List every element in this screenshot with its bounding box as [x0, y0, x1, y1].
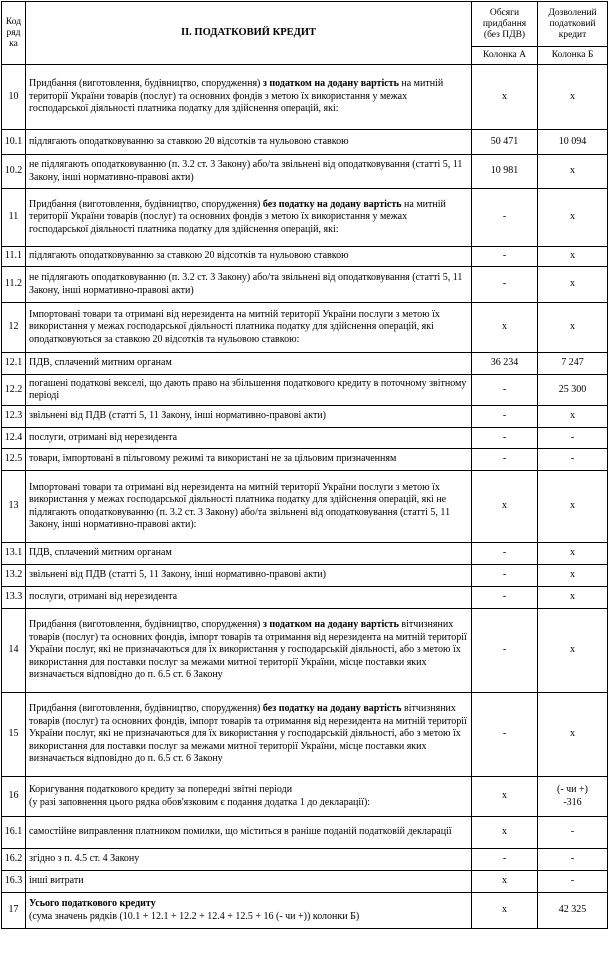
row-text: не підлягають оподатковуванню (п. 3.2 ст. 3 Закону) або/та звільнені від оподатковування (статті 5, 11 Закону, інші нормативно-правові акти) — [29, 272, 463, 296]
row-description — [26, 609, 472, 693]
row-description — [26, 693, 472, 777]
row-subtext: (у разі заповнення цього рядка обов'язковим є подання додатка 1 до декларації): — [29, 796, 371, 808]
row-col-a: - — [472, 375, 538, 406]
row-text: Імпортовані товари та отримані від нерезидента на митній території України послуги з метою їх використання у межах господарської діяльності платника податку для здійснення операцій, які оподатковуються за ставкою 20 відсотків та нульовою ставкою: — [29, 308, 440, 345]
row-col-a: - — [472, 267, 538, 303]
row-text-bold: з податком на додану вартість — [262, 78, 399, 90]
table-row — [2, 65, 608, 130]
row-description — [26, 817, 472, 849]
row-col-a: x — [472, 777, 538, 817]
row-description — [26, 893, 472, 929]
table-row — [2, 353, 608, 375]
row-code: 13.1 — [2, 543, 26, 565]
table-row — [2, 267, 608, 303]
row-col-b: 7 247 — [538, 353, 608, 375]
row-col-b: x — [538, 155, 608, 189]
header-row — [2, 2, 608, 47]
row-text: згідно з п. 4.5 ст. 4 Закону — [29, 853, 140, 865]
row-col-a: x — [472, 471, 538, 543]
table-row — [2, 693, 608, 777]
table-row — [2, 130, 608, 155]
table-row — [2, 817, 608, 849]
table-row — [2, 303, 608, 353]
row-col-b: x — [538, 303, 608, 353]
row-col-a: x — [472, 893, 538, 929]
header-col-b-sub: Колонка Б — [538, 47, 608, 65]
row-text: Придбання (виготовлення, будівництво, спорудження) — [29, 619, 263, 631]
table-row — [2, 406, 608, 428]
row-text-end: вітчизняних товарів (послуг) та основних фондів, імпорт товарів та отримання від нерезидента на митній території України послуг, які не призначаються для їх використання у господарській діяльності, або з метою їх використання для поставки послуг за межами митної території України, місце поставки яких визначається відповідно до п. 6.5 ст. 6 Закону — [29, 619, 467, 681]
row-text: Придбання (виготовлення, будівництво, спорудження) — [29, 78, 263, 90]
row-col-a: - — [472, 565, 538, 587]
table-row — [2, 565, 608, 587]
row-col-b: - — [538, 449, 608, 471]
row-text-end: на митній території України товарів (послуг) та основних фондів з метою їх використання у межах господарської діяльності платника податку для здійснення операцій, які: — [29, 198, 446, 235]
row-col-a: - — [472, 609, 538, 693]
row-text: ПДВ, сплачений митним органам — [29, 547, 172, 559]
table-row — [2, 449, 608, 471]
row-code: 13.2 — [2, 565, 26, 587]
row-description — [26, 247, 472, 267]
row-col-b-value: -316 — [563, 796, 582, 808]
row-code: 12.4 — [2, 428, 26, 449]
table-row — [2, 375, 608, 406]
row-text-bold: Усього податкового кредиту — [29, 898, 156, 909]
row-col-b: x — [538, 543, 608, 565]
row-code: 16.2 — [2, 849, 26, 871]
row-col-b: - — [538, 428, 608, 449]
table-row — [2, 849, 608, 871]
row-description — [26, 543, 472, 565]
row-col-a: 50 471 — [472, 130, 538, 155]
row-col-a: 10 981 — [472, 155, 538, 189]
row-text: погашені податкові векселі, що дають право на збільшення податкового кредиту в поточному звітному періоді — [29, 377, 467, 401]
row-text: самостійне виправлення платником помилки, що міститься в раніше поданій податковій декларації — [29, 826, 452, 838]
row-col-b: x — [538, 65, 608, 130]
row-col-b: 25 300 — [538, 375, 608, 406]
row-text: Імпортовані товари та отримані від нерезидента на митній території України послуги з метою їх використання у межах господарської діяльності платника податку для здійснення операцій, які не підлягають оподатковуванню (п. 3.2 ст. 3 Закону) або/та звільнені від оподатковування (статті 5, 11 Закону, інші нормативно-правові акти): — [29, 481, 451, 530]
row-code: 10.2 — [2, 155, 26, 189]
row-col-a: - — [472, 189, 538, 247]
row-description — [26, 189, 472, 247]
row-code: 16 — [2, 777, 26, 817]
row-text-bold: без податку на додану вартість — [262, 198, 402, 210]
row-description — [26, 155, 472, 189]
row-code: 16.3 — [2, 871, 26, 893]
row-description — [26, 375, 472, 406]
row-text-bold: без податку на додану вартість — [262, 703, 402, 715]
row-col-a: 36 234 — [472, 353, 538, 375]
row-col-b: x — [538, 693, 608, 777]
row-text-end: вітчизняних товарів (послуг) та основних фондів, імпорт товарів та отримання від нерезидента на митній території України послуг, які не призначаються для їх використання у господарській діяльності, або з метою їх використання для поставки послуг за межами митної території України, місце поставки яких визначається відповідно до п. 6.5 ст. 6 Закону — [29, 703, 467, 765]
row-text: підлягають оподатковуванню за ставкою 20 відсотків та нульовою ставкою — [29, 135, 349, 147]
row-col-b: 42 325 — [538, 893, 608, 929]
row-description — [26, 353, 472, 375]
row-col-b: x — [538, 267, 608, 303]
row-col-a: - — [472, 449, 538, 471]
row-code: 12.2 — [2, 375, 26, 406]
row-code: 12.3 — [2, 406, 26, 428]
row-code: 11 — [2, 189, 26, 247]
sign-hint: (- чи +) — [556, 784, 588, 795]
table-row — [2, 587, 608, 609]
row-col-a: x — [472, 65, 538, 130]
row-description — [26, 449, 472, 471]
row-description — [26, 777, 472, 817]
row-code: 14 — [2, 609, 26, 693]
row-description — [26, 871, 472, 893]
row-code: 12 — [2, 303, 26, 353]
row-code: 10.1 — [2, 130, 26, 155]
row-text: підлягають оподатковуванню за ставкою 20 відсотків та нульовою ставкою — [29, 250, 349, 262]
row-col-b: 10 094 — [538, 130, 608, 155]
row-description — [26, 130, 472, 155]
row-col-a: - — [472, 587, 538, 609]
table-row — [2, 471, 608, 543]
row-col-b: x — [538, 565, 608, 587]
row-description — [26, 303, 472, 353]
row-col-b — [538, 777, 608, 817]
section-title: ІІ. ПОДАТКОВИЙ КРЕДИТ — [26, 2, 472, 65]
table-row — [2, 247, 608, 267]
row-col-b: - — [538, 849, 608, 871]
row-col-a: x — [472, 303, 538, 353]
row-col-b: x — [538, 471, 608, 543]
row-text: ПДВ, сплачений митним органам — [29, 357, 172, 369]
row-code: 11.2 — [2, 267, 26, 303]
row-col-b: - — [538, 871, 608, 893]
row-text: Коригування податкового кредиту за попередні звітні періоди — [29, 784, 293, 795]
row-code: 16.1 — [2, 817, 26, 849]
row-text-end: на митній території України товарів (послуг) та основних фондів з метою їх використання у межах господарської діяльності платника податку для здійснення операцій, які: — [29, 78, 444, 115]
row-description — [26, 587, 472, 609]
row-description — [26, 428, 472, 449]
table-row — [2, 155, 608, 189]
row-col-b: - — [538, 817, 608, 849]
header-code: Код ряд ка — [2, 2, 26, 65]
row-col-a: - — [472, 247, 538, 267]
row-code: 11.1 — [2, 247, 26, 267]
header-col-a: Обсяги придбання (без ПДВ) — [472, 2, 538, 47]
row-text: Придбання (виготовлення, будівництво, спорудження) — [29, 703, 263, 715]
row-code: 13 — [2, 471, 26, 543]
row-description — [26, 565, 472, 587]
row-col-b: x — [538, 247, 608, 267]
row-code: 12.1 — [2, 353, 26, 375]
row-col-b: x — [538, 587, 608, 609]
row-col-a: - — [472, 428, 538, 449]
header-col-b: Дозволений податковий кредит — [538, 2, 608, 47]
table-row — [2, 428, 608, 449]
row-col-b: x — [538, 189, 608, 247]
row-description — [26, 267, 472, 303]
table-row — [2, 777, 608, 817]
table-row — [2, 189, 608, 247]
row-description — [26, 406, 472, 428]
row-col-a: - — [472, 693, 538, 777]
row-code: 15 — [2, 693, 26, 777]
row-code: 10 — [2, 65, 26, 130]
row-col-a: - — [472, 406, 538, 428]
row-col-a: x — [472, 817, 538, 849]
row-description — [26, 471, 472, 543]
row-text: звільнені від ПДВ (статті 5, 11 Закону, інші нормативно-правові акти) — [29, 410, 326, 422]
row-text: товари, імпортовані в пільговому режимі та використані не за цільовим призначенням — [29, 453, 397, 465]
row-text: Придбання (виготовлення, будівництво, спорудження) — [29, 198, 263, 210]
row-description — [26, 849, 472, 871]
row-col-a: - — [472, 543, 538, 565]
row-text-bold: з податком на додану вартість — [262, 619, 399, 631]
table-row-total — [2, 893, 608, 929]
row-text: не підлягають оподатковуванню (п. 3.2 ст. 3 Закону) або/та звільнені від оподатковування (статті 5, 11 Закону, інші нормативно-правові акти) — [29, 159, 463, 183]
row-col-a: - — [472, 849, 538, 871]
row-text: інші витрати — [29, 875, 84, 887]
row-description — [26, 65, 472, 130]
row-text: послуги, отримані від нерезидента — [29, 431, 178, 443]
row-subtext: (сума значень рядків (10.1 + 12.1 + 12.2 + 12.4 + 12.5 + 16 (- чи +)) колонки Б) — [29, 910, 360, 922]
tax-credit-table — [1, 1, 608, 929]
table-row — [2, 543, 608, 565]
row-code: 12.5 — [2, 449, 26, 471]
row-text: звільнені від ПДВ (статті 5, 11 Закону, інші нормативно-правові акти) — [29, 569, 326, 581]
row-col-b: x — [538, 609, 608, 693]
table-row — [2, 871, 608, 893]
row-code: 17 — [2, 893, 26, 929]
table-row — [2, 609, 608, 693]
row-col-a: x — [472, 871, 538, 893]
row-code: 13.3 — [2, 587, 26, 609]
header-col-a-sub: Колонка А — [472, 47, 538, 65]
row-col-b: x — [538, 406, 608, 428]
row-text: послуги, отримані від нерезидента — [29, 591, 178, 603]
